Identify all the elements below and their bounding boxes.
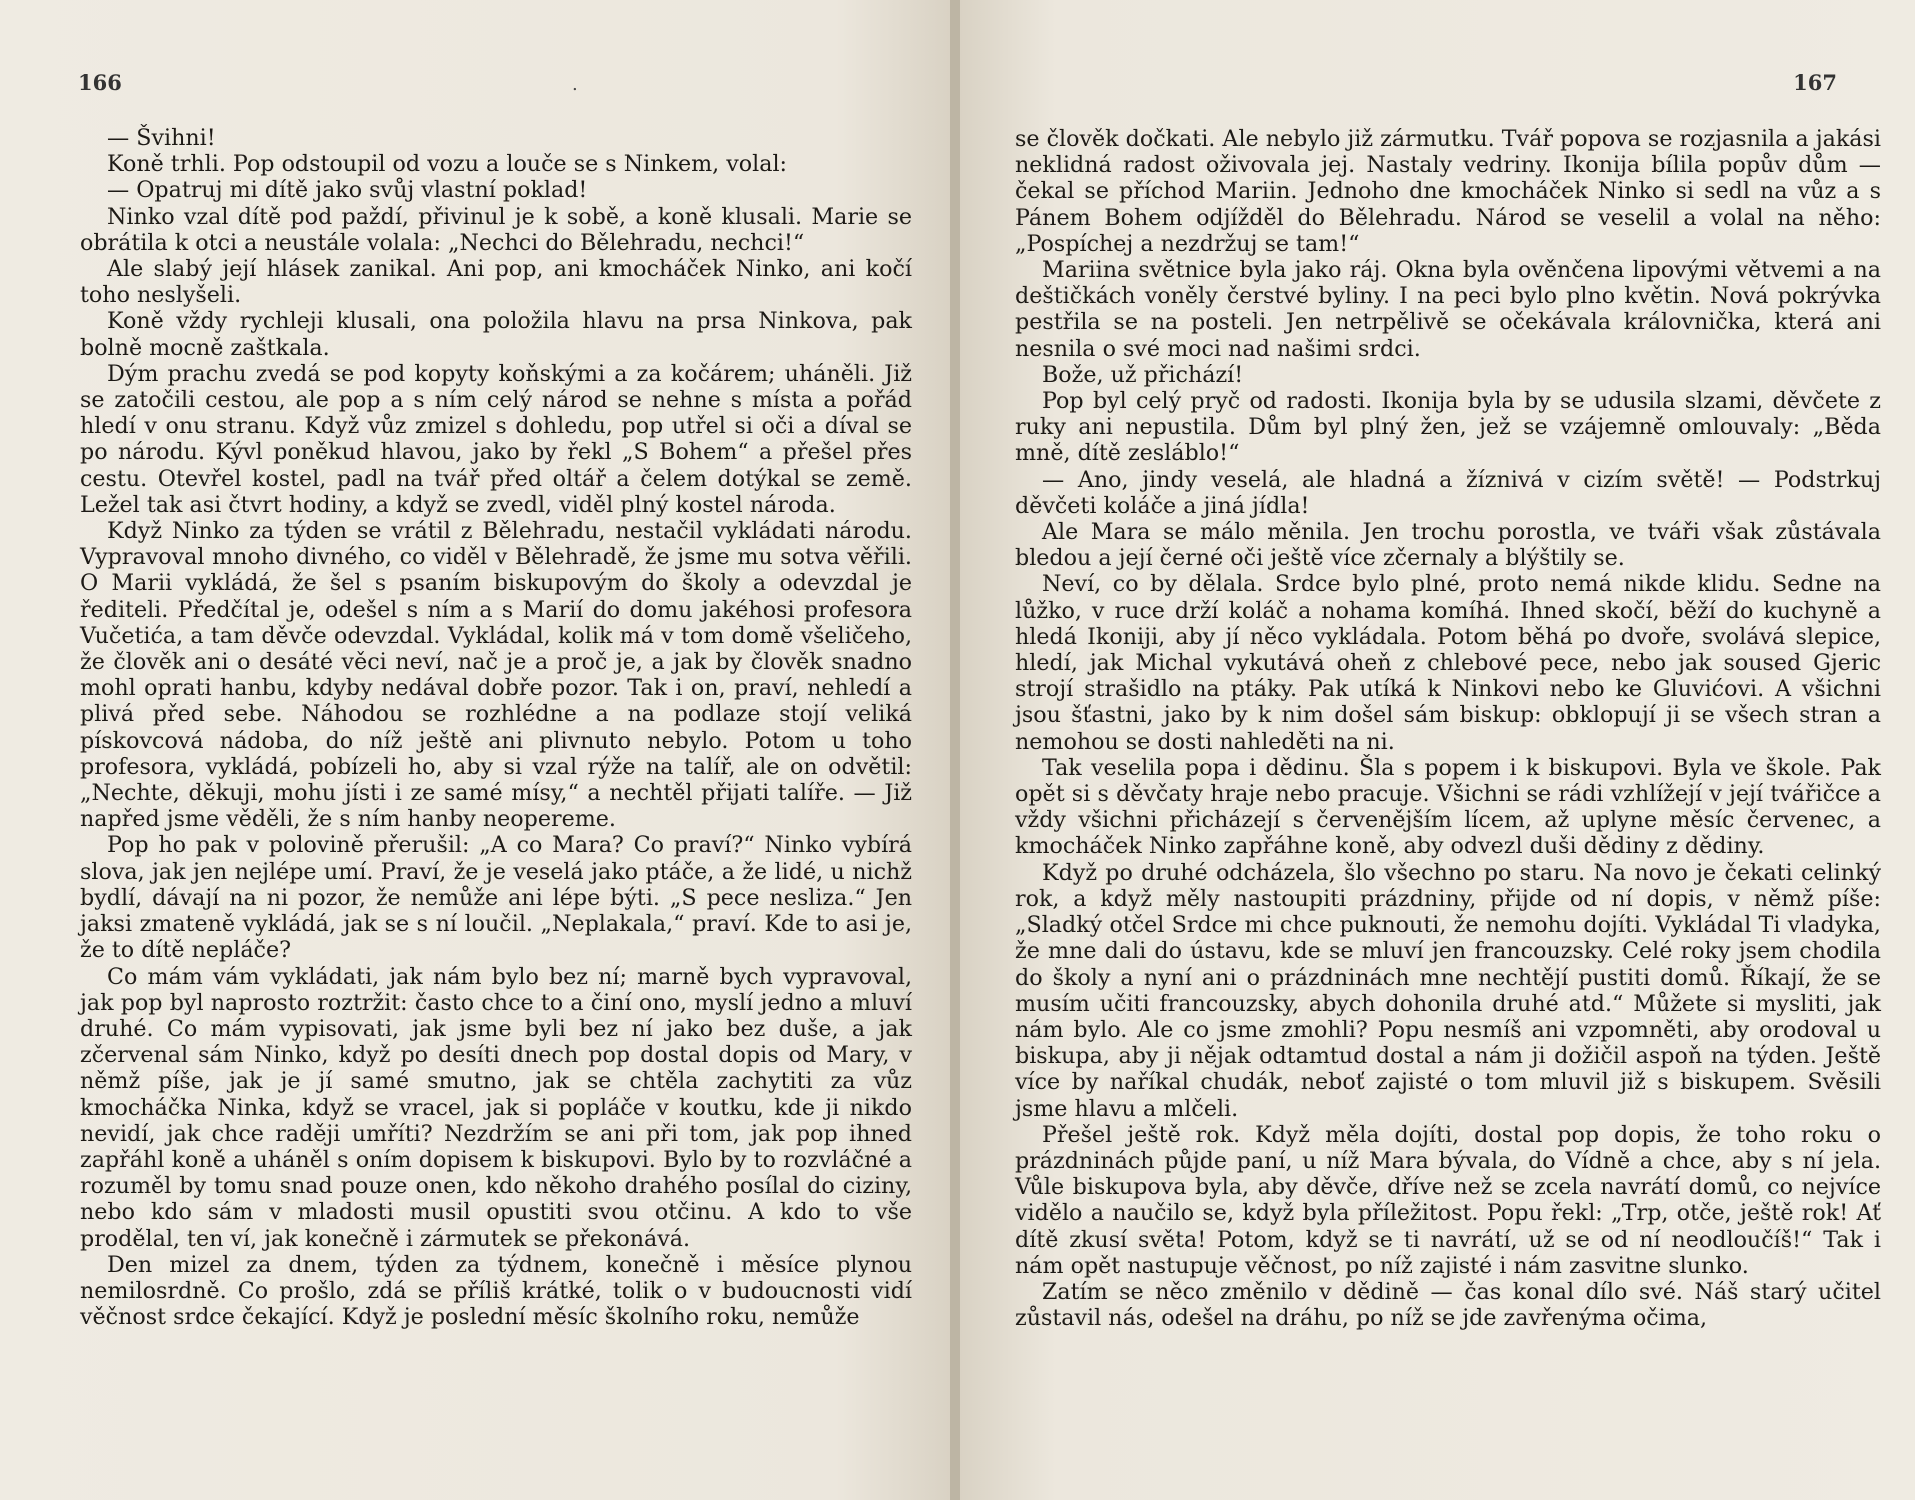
left-page	[0, 0, 950, 1500]
paragraph: Tak veselila popa i dědinu. Šla s popem i k biskupovi. Byla ve škole. Pak opět si s děvčaty hraje nebo pracuje. Všichni se rádi vzhlížejí v její tvářičce a vždy všichni přicházejí s červenějším lícem, až uplyne měsíc červenec, a kmocháček Ninko zapřáhne koně, aby odvezl duši dědiny z dědiny.	[1015, 754, 1881, 860]
paragraph: Když po druhé odcházela, šlo všechno po staru. Na novo je čekati celinký rok, a když měly nastoupiti prázdniny, přijde od ní dopis, v němž píše: „Sladký otčel Srdce mi chce puknouti, že nemohu dojíti. Vykládal Ti vladyka, že mne dali do ústavu, kde se mluví jen francouzsky. Celé roky jsem chodila do školy a nyní ani o prázdninách mne nechtějí pustiti domů. Říkají, že se musím učiti francouzsky, abych dohonila druhé atd.“ Můžete si mysliti, jak nám bylo. Ale co jsme zmohli? Popu nesmíš ani vzpomněti, aby orodoval u biskupa, aby ji nějak odtamtud dostal a nám ji dožičil aspoň na týden. Ještě více by naříkal chudák, neboť zajisté o tom mluvil již s biskupem. Svěsili jsme hlavu a mlčeli.	[1015, 859, 1881, 1122]
paragraph: Ale Mara se málo měnila. Jen trochu porostla, ve tváři však zůstávala bledou a její černé oči ještě více zčernaly a blýštily se.	[1015, 519, 1881, 572]
paragraph: Neví, co by dělala. Srdce bylo plné, proto nemá nikde klidu. Sedne na lůžko, v ruce drží koláč a nohama komíhá. Ihned skočí, běží do kuchyně a hledá Ikoniji, aby jí něco vykládala. Potom běhá po dvoře, svolává slepice, hledí, jak Michal vykutává oheň z chlebové pece, nebo jak soused Gjeric strojí strašidlo na ptáky. Pak utíká k Ninkovi nebo ke Gluvićovi. A všichni jsou šťastni, jako by k nim došel sám biskup: obklopují ji se všech stran a nemohou se dosti nahleděti na ni.	[1015, 571, 1881, 755]
page-number: 167	[1793, 70, 1837, 95]
paragraph: Mariina světnice byla jako ráj. Okna byla ověnčena lipovými větvemi a na deštičkách voněly čerstvé byliny. I na peci bylo plno květin. Nová pokrývka pestřila se na posteli. Jen netrpělivě se očekávala královnička, která ani nesnila o své moci nad našimi srdci.	[1015, 257, 1881, 362]
print-mark: .	[572, 74, 578, 95]
paragraph: Dým prachu zvedá se pod kopyty koňskými a za kočárem; uháněli. Již se zatočili cestou, ale pop a s ním celý národ se nehne s místa a pořád hledí v onu stranu. Když vůz zmizel s dohledu, pop utřel si oči a díval se po národu. Kývl poněkud hlavou, jako by řekl „S Bohem“ a přešel přes cestu. Otevřel kostel, padl na tvář před oltář a čelem dotýkal se země. Ležel tak asi čtvrt hodiny, a když se zvedl, viděl plný kostel národa.	[80, 360, 912, 518]
paragraph: — Švihni!	[107, 125, 216, 151]
paragraph: Pop ho pak v polovině přerušil: „A co Mara? Co praví?“ Ninko vybírá slova, jak jen nejlépe umí. Praví, že je veselá jako ptáče, a že lidé, u nichž bydlí, dávají na ni pozor, že nemůže ani lépe býti. „S pece nesliza.“ Jen jaksi zmateně vykládá, jak se s ní loučil. „Neplakala,“ praví. Kde to asi je, že to dítě nepláče?	[80, 832, 912, 964]
paragraph: — Ano, jindy veselá, ale hladná a žíznivá v cizím světě! — Podstrkuj děvčeti koláče a jiná jídla!	[1015, 466, 1881, 519]
paragraph: Ale slabý její hlásek zanikal. Ani pop, ani kmocháček Ninko, ani kočí toho neslyšeli.	[80, 256, 912, 309]
paragraph: Když Ninko za týden se vrátil z Bělehradu, nestačil vykládati národu. Vypravoval mnoho divného, co viděl v Bělehradě, že jsme mu sotva věřili. O Marii vykládá, že šel s psaním biskupovým do školy a odevzdal je řediteli. Předčítal je, odešel s ním a s Marií do domu jakéhosi profesora Vučetića, a tam děvče odevzdal. Vykládal, kolik má v tom domě všeličeho, že člověk ani o desáté věci neví, nač je a proč je, a jak by člověk snadno mohl oprati hanbu, kdyby nedával dobře pozor. Tak i on, praví, nehledí a plivá před sebe. Náhodou se rozhlédne a na podlaze stojí veliká pískovcová nádoba, do níž ještě ani plivnuto nebylo. Potom u toho profesora, vykládá, pobízeli ho, aby si vzal rýže na talíř, ale on odvětil: „Nechte, děkuji, mohu jísti i ze samé mísy,“ a nechtěl přijati talíře. — Již napřed jsme věděli, že s ním hanby neopereme.	[80, 518, 912, 833]
paragraph: Zatím se něco změnilo v dědině — čas konal dílo své. Náš starý učitel zůstavil nás, odešel na dráhu, po níž se jde zavřenýma očima,	[1015, 1278, 1881, 1332]
page-text	[1015, 126, 1881, 1331]
book-gutter	[950, 0, 960, 1500]
page-number: 166	[78, 70, 122, 95]
paragraph: Pop byl celý pryč od radosti. Ikonija byla by se udusila slzami, děvčete z ruky ani nepustila. Dům byl plný žen, jež se vzájemně omlouvaly: „Běda mně, dítě zesláblo!“	[1015, 388, 1881, 467]
paragraph: Co mám vám vykládati, jak nám bylo bez ní; marně bych vypravoval, jak pop byl naprosto roztržit: často chce to a činí ono, myslí jedno a mluví druhé. Co mám vypisovati, jak jsme byli bez ní jako bez duše, a jak zčervenal sám Ninko, když po desíti dnech pop dostal dopis od Mary, v němž píše, jak je jí samé smutno, jak se chtěla zachytiti za vůz kmocháčka Ninka, když se vracel, jak si popláče v koutku, kde ji nikdo nevidí, jak chce raději umříti? Nezdržím se ani při tom, jak pop ihned zapřáhl koně a uháněl s oním dopisem k biskupovi. Bylo by to rozvláčné a rozuměl by tomu snad pouze onen, kdo někoho drahého posílal do ciziny, nebo kdo sám v mladosti musil opustiti svou otčinu. A kdo to vše prodělal, ten ví, jak konečně i zármutek se překonává.	[80, 963, 912, 1252]
paragraph: Bože, už přichází!	[1042, 361, 1244, 388]
paragraph: — Opatruj mi dítě jako svůj vlastní poklad!	[107, 177, 588, 204]
paragraph: Koně vždy rychleji klusali, ona položila hlavu na prsa Ninkova, pak bolně mocně zaštkala.	[80, 308, 912, 361]
paragraph: Ninko vzal dítě pod paždí, přivinul je k sobě, a koně klusali. Marie se obrátila k otci a neustále volala: „Nechci do Bělehradu, nechci!“	[80, 203, 912, 256]
page-text	[80, 125, 912, 1330]
paragraph: Den mizel za dnem, týden za týdnem, konečně i měsíce plynou nemilosrdně. Co prošlo, zdá se příliš krátké, tolik o v budoucnosti vidí věčnost srdce čekající. Když je poslední měsíc školního roku, nemůže	[80, 1251, 912, 1331]
paragraph: se člověk dočkati. Ale nebylo již zármutku. Tvář popova se rozjasnila a jakási neklidná radost oživovala jej. Nastaly vedriny. Ikonija bílila popův dům — čekal se příchod Mariin. Jednoho dne kmocháček Ninko si sedl na vůz a s Pánem Bohem odjížděl do Bělehradu. Národ se veselil a volal na něho: „Pospíchej a nezdržuj se tam!“	[1015, 126, 1881, 257]
paragraph: Přešel ještě rok. Když měla dojíti, dostal pop dopis, že toho roku o prázdninách půjde paní, u níž Mara bývala, do Vídně a chce, aby s ní jela. Vůle biskupova byla, aby děvče, dříve než se zcela navrátí domů, co nejvíce vidělo a naučilo se, když byla příležitost. Popu řekl: „Trp, otče, ještě rok! Ať dítě zkusí světa! Potom, když se ti navrátí, už se od ní neodloučíš!“ Tak i nám opět nastupuje věčnost, po níž zajisté i nám zasvitne slunko.	[1015, 1121, 1881, 1279]
right-page	[960, 0, 1915, 1500]
paragraph: Koně trhli. Pop odstoupil od vozu a louče se s Ninkem, volal:	[107, 151, 788, 178]
